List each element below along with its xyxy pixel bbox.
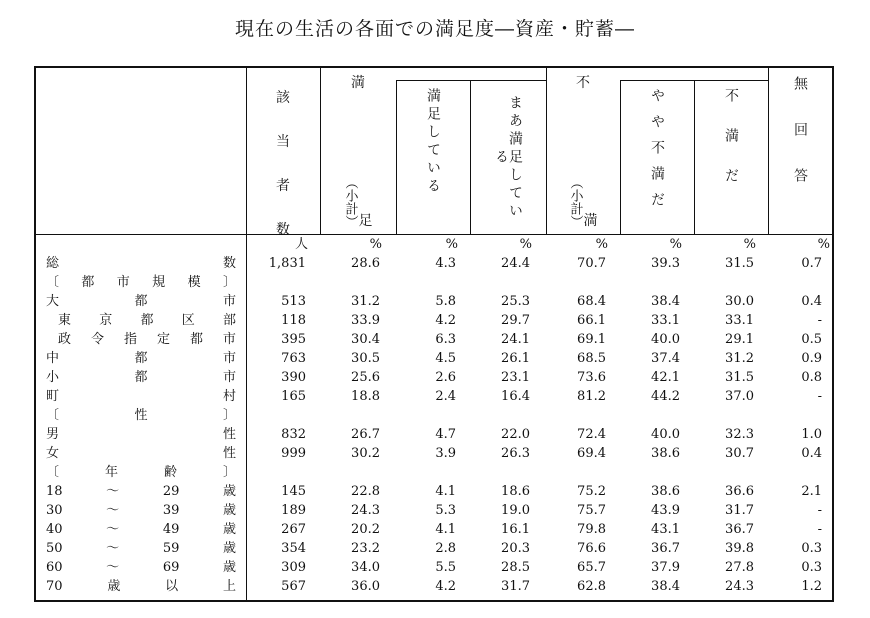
cell-value: 38.6: [651, 446, 680, 461]
cell-value: 36.7: [725, 522, 754, 537]
cell-value: 39.8: [725, 541, 754, 556]
cell-value: 68.5: [577, 351, 606, 366]
cell-value: 390: [281, 370, 306, 385]
cell-value: 39.3: [651, 256, 680, 271]
table-row: [36, 330, 832, 349]
row-label: 大 都 市: [46, 294, 236, 309]
table-row: [36, 463, 832, 482]
cell-value: 0.3: [801, 560, 822, 575]
row-label: 40 ～ 49 歳: [46, 522, 236, 537]
table-row: [36, 520, 832, 539]
cell-value: 75.2: [577, 484, 606, 499]
header-satisfied: 満足している: [425, 88, 441, 196]
cell-value: 4.2: [435, 579, 456, 594]
header-no-answer: 無回答: [792, 76, 808, 214]
row-label: 50 ～ 59 歳: [46, 541, 236, 556]
cell-value: 42.1: [651, 370, 680, 385]
page-title: 現在の生活の各面での満足度―資産・貯蓄―: [234, 18, 635, 40]
cell-value: 62.8: [577, 579, 606, 594]
row-label: 60 ～ 69 歳: [46, 560, 236, 575]
table-row: [36, 501, 832, 520]
cell-value: 16.1: [501, 522, 530, 537]
cell-value: 18.8: [351, 389, 380, 404]
cell-value: 36.0: [351, 579, 380, 594]
cell-value: 30.5: [351, 351, 380, 366]
row-label: 〔 年 齢 〕: [46, 465, 236, 480]
cell-value: 37.0: [725, 389, 754, 404]
cell-value: 37.4: [651, 351, 680, 366]
table-row: [36, 254, 832, 273]
cell-value: 6.3: [435, 332, 456, 347]
cell-value: 30.0: [725, 294, 754, 309]
cell-value: 16.4: [501, 389, 530, 404]
cell-value: 32.3: [725, 427, 754, 442]
cell-value: 999: [281, 446, 306, 461]
cell-value: 31.7: [501, 579, 530, 594]
cell-value: 763: [281, 351, 306, 366]
header-dissatisfied: 不満だ: [723, 88, 739, 208]
cell-value: 3.9: [435, 446, 456, 461]
cell-value: 29.7: [501, 313, 530, 328]
cell-value: 165: [281, 389, 306, 404]
cell-value: 2.8: [435, 541, 456, 556]
row-label: 〔 性 〕: [46, 408, 236, 423]
cell-value: 4.5: [435, 351, 456, 366]
cell-value: 43.9: [651, 503, 680, 518]
cell-value: 31.5: [725, 370, 754, 385]
row-label: 〔 都 市 規 模 〕: [46, 275, 236, 290]
cell-value: 33.1: [651, 313, 680, 328]
cell-value: 4.7: [435, 427, 456, 442]
cell-value: 354: [281, 541, 306, 556]
header-dissatisfied-group: 不: [576, 75, 590, 91]
cell-value: 31.2: [725, 351, 754, 366]
cell-value: 24.3: [351, 503, 380, 518]
row-label: 男 性: [46, 427, 236, 442]
cell-value: 20.2: [351, 522, 380, 537]
cell-value: 25.6: [351, 370, 380, 385]
cell-value: 26.7: [351, 427, 380, 442]
cell-value: 69.4: [577, 446, 606, 461]
cell-value: 5.5: [435, 560, 456, 575]
cell-value: 18.6: [501, 484, 530, 499]
cell-value: 145: [281, 484, 306, 499]
cell-value: 36.7: [651, 541, 680, 556]
cell-value: 0.3: [801, 541, 822, 556]
cell-value: 0.7: [801, 256, 822, 271]
cell-value: 0.4: [801, 446, 822, 461]
cell-value: 34.0: [351, 560, 380, 575]
cell-value: 36.6: [725, 484, 754, 499]
header-somewhat-dissatisfied: やや不満だ: [649, 88, 665, 218]
cell-value: 79.8: [577, 522, 606, 537]
table-row: [36, 273, 832, 292]
cell-value: 0.5: [801, 332, 822, 347]
cell-value: 118: [281, 313, 306, 328]
cell-value: 30.2: [351, 446, 380, 461]
cell-value: 26.1: [501, 351, 530, 366]
divider: [620, 80, 768, 81]
cell-value: 1,831: [268, 256, 306, 271]
cell-value: 28.6: [351, 256, 380, 271]
cell-value: 4.1: [435, 484, 456, 499]
table-row: [36, 387, 832, 406]
cell-value: 2.4: [435, 389, 456, 404]
cell-value: 31.7: [725, 503, 754, 518]
cell-value: 25.3: [501, 294, 530, 309]
cell-value: 20.3: [501, 541, 530, 556]
cell-value: 395: [281, 332, 306, 347]
cell-value: 19.0: [501, 503, 530, 518]
cell-value: 33.1: [725, 313, 754, 328]
cell-value: 23.2: [351, 541, 380, 556]
cell-value: 267: [281, 522, 306, 537]
cell-value: 37.9: [651, 560, 680, 575]
cell-value: 1.2: [801, 579, 822, 594]
table-row: [36, 311, 832, 330]
cell-value: 23.1: [501, 370, 530, 385]
cell-value: 38.6: [651, 484, 680, 499]
cell-value: 22.8: [351, 484, 380, 499]
row-label: 女 性: [46, 446, 236, 461]
cell-value: 2.1: [801, 484, 822, 499]
cell-value: -: [817, 389, 822, 404]
cell-value: 309: [281, 560, 306, 575]
cell-value: 27.8: [725, 560, 754, 575]
cell-value: 65.7: [577, 560, 606, 575]
cell-value: 0.8: [801, 370, 822, 385]
row-label: 総 数: [46, 256, 236, 271]
cell-value: 2.6: [435, 370, 456, 385]
divider: [396, 80, 546, 81]
cell-value: 66.1: [577, 313, 606, 328]
cell-value: 24.3: [725, 579, 754, 594]
cell-value: 567: [281, 579, 306, 594]
cell-value: 38.4: [651, 579, 680, 594]
cell-value: 5.3: [435, 503, 456, 518]
row-label: 町 村: [46, 389, 236, 404]
cell-value: 31.2: [351, 294, 380, 309]
cell-value: 5.8: [435, 294, 456, 309]
table-row: [36, 425, 832, 444]
cell-value: 40.0: [651, 332, 680, 347]
cell-value: 1.0: [801, 427, 822, 442]
cell-value: 70.7: [577, 256, 606, 271]
cell-value: 4.3: [435, 256, 456, 271]
table-row: [36, 406, 832, 425]
cell-value: 69.1: [577, 332, 606, 347]
cell-value: 0.9: [801, 351, 822, 366]
header-satisfied-subtotal: （小計） 足: [342, 176, 373, 229]
cell-value: 0.4: [801, 294, 822, 309]
table-row: [36, 292, 832, 311]
header-somewhat-satisfied: まあ満足している: [493, 95, 523, 221]
cell-value: 33.9: [351, 313, 380, 328]
cell-value: 68.4: [577, 294, 606, 309]
cell-value: 38.4: [651, 294, 680, 309]
table-row: [36, 539, 832, 558]
row-label: 中 都 市: [46, 351, 236, 366]
cell-value: 22.0: [501, 427, 530, 442]
cell-value: 28.5: [501, 560, 530, 575]
cell-value: 40.0: [651, 427, 680, 442]
header-satisfied-group: 満: [351, 75, 365, 91]
cell-value: 29.1: [725, 332, 754, 347]
cell-value: -: [817, 522, 822, 537]
cell-value: 189: [281, 503, 306, 518]
header-dissatisfied-subtotal: （小計） 満: [567, 176, 598, 229]
cell-value: 43.1: [651, 522, 680, 537]
row-label: 小 都 市: [46, 370, 236, 385]
cell-value: 24.1: [501, 332, 530, 347]
table-row: [36, 444, 832, 463]
satisfaction-table: [34, 66, 834, 602]
cell-value: 75.7: [577, 503, 606, 518]
cell-value: 44.2: [651, 389, 680, 404]
cell-value: -: [817, 503, 822, 518]
row-label: 70 歳 以 上: [46, 579, 236, 594]
row-label: 30 ～ 39 歳: [46, 503, 236, 518]
cell-value: -: [817, 313, 822, 328]
cell-value: 24.4: [501, 256, 530, 271]
table-row: [36, 368, 832, 387]
cell-value: 72.4: [577, 427, 606, 442]
cell-value: 76.6: [577, 541, 606, 556]
cell-value: 30.4: [351, 332, 380, 347]
cell-value: 4.2: [435, 313, 456, 328]
header-respondents: 該 当 者 数: [276, 90, 290, 238]
row-label: 18 ～ 29 歳: [46, 484, 236, 499]
cell-value: 832: [281, 427, 306, 442]
units-row: 人 % % % % % % %: [294, 237, 830, 252]
table-row: [36, 558, 832, 577]
cell-value: 513: [281, 294, 306, 309]
cell-value: 26.3: [501, 446, 530, 461]
cell-value: 4.1: [435, 522, 456, 537]
table-row: [36, 349, 832, 368]
row-label: 政 令 指 定 都 市: [58, 332, 236, 347]
cell-value: 30.7: [725, 446, 754, 461]
cell-value: 73.6: [577, 370, 606, 385]
table-row: [36, 482, 832, 501]
row-label: 東 京 都 区 部: [58, 313, 236, 328]
table-row: [36, 577, 832, 596]
cell-value: 31.5: [725, 256, 754, 271]
cell-value: 81.2: [577, 389, 606, 404]
